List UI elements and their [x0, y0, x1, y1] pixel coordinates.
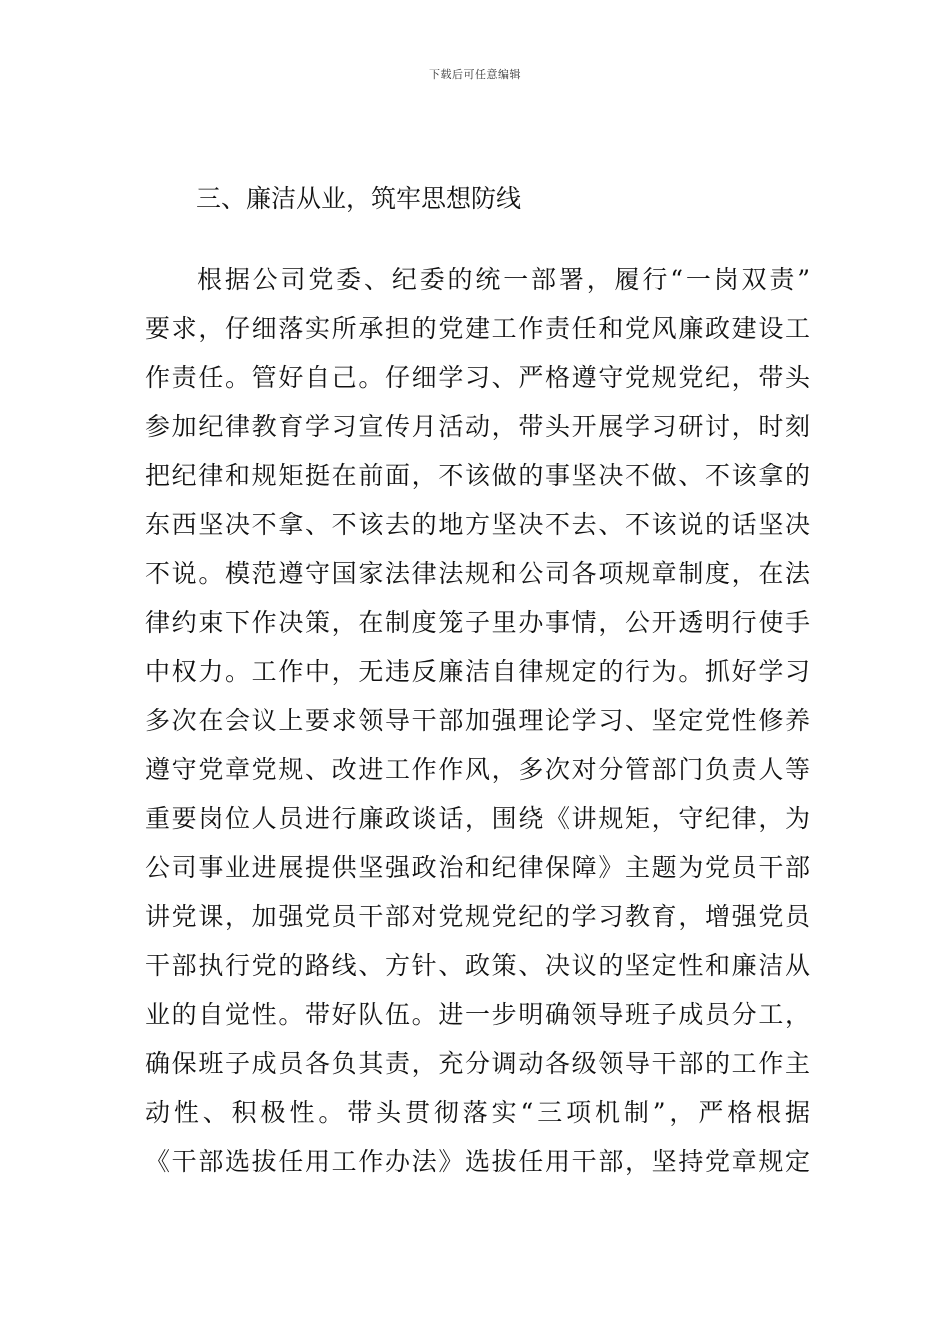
paragraph-line: 根据公司党委、纪委的统一部署，履行“一岗双责”	[197, 265, 810, 294]
paragraph-line: 干部执行党的路线、方针、政策、决议的坚定性和廉洁从	[145, 951, 810, 980]
paragraph-line: 律约束下作决策，在制度笼子里办事情，公开透明行使手	[145, 608, 810, 637]
paragraph-line: 《干部选拔任用工作办法》选拔任用干部，坚持党章规定	[145, 1147, 810, 1176]
paragraph-line: 作责任。管好自己。仔细学习、严格遵守党规党纪，带头	[145, 363, 810, 392]
paragraph-line: 讲党课，加强党员干部对党规党纪的学习教育，增强党员	[145, 902, 810, 931]
paragraph-line: 参加纪律教育学习宣传月活动，带头开展学习研讨，时刻	[145, 412, 810, 441]
paragraph-line: 把纪律和规矩挺在前面，不该做的事坚决不做、不该拿的	[145, 461, 810, 490]
body-paragraph	[145, 255, 810, 1186]
paragraph-line: 不说。模范遵守国家法律法规和公司各项规章制度，在法	[145, 559, 810, 588]
section-heading: 三、廉洁从业，筑牢思想防线	[196, 184, 522, 213]
paragraph-line: 公司事业进展提供坚强政治和纪律保障》主题为党员干部	[145, 853, 810, 882]
paragraph-line: 多次在会议上要求领导干部加强理论学习、坚定党性修养	[145, 706, 810, 735]
paragraph-line: 动性、积极性。带头贯彻落实“三项机制”，严格根据	[145, 1098, 810, 1127]
page-header: 下载后可任意编辑	[429, 68, 521, 81]
paragraph-line: 东西坚决不拿、不该去的地方坚决不去、不该说的话坚决	[145, 510, 810, 539]
paragraph-line: 确保班子成员各负其责，充分调动各级领导干部的工作主	[145, 1049, 810, 1078]
paragraph-line: 要求，仔细落实所承担的党建工作责任和党风廉政建设工	[145, 314, 810, 343]
paragraph-line: 中权力。工作中，无违反廉洁自律规定的行为。抓好学习	[145, 657, 810, 686]
paragraph-line: 业的自觉性。带好队伍。进一步明确领导班子成员分工，	[145, 1000, 810, 1029]
paragraph-line: 重要岗位人员进行廉政谈话，围绕《讲规矩，守纪律，为	[145, 804, 810, 833]
paragraph-line: 遵守党章党规、改进工作作风，多次对分管部门负责人等	[145, 755, 810, 784]
